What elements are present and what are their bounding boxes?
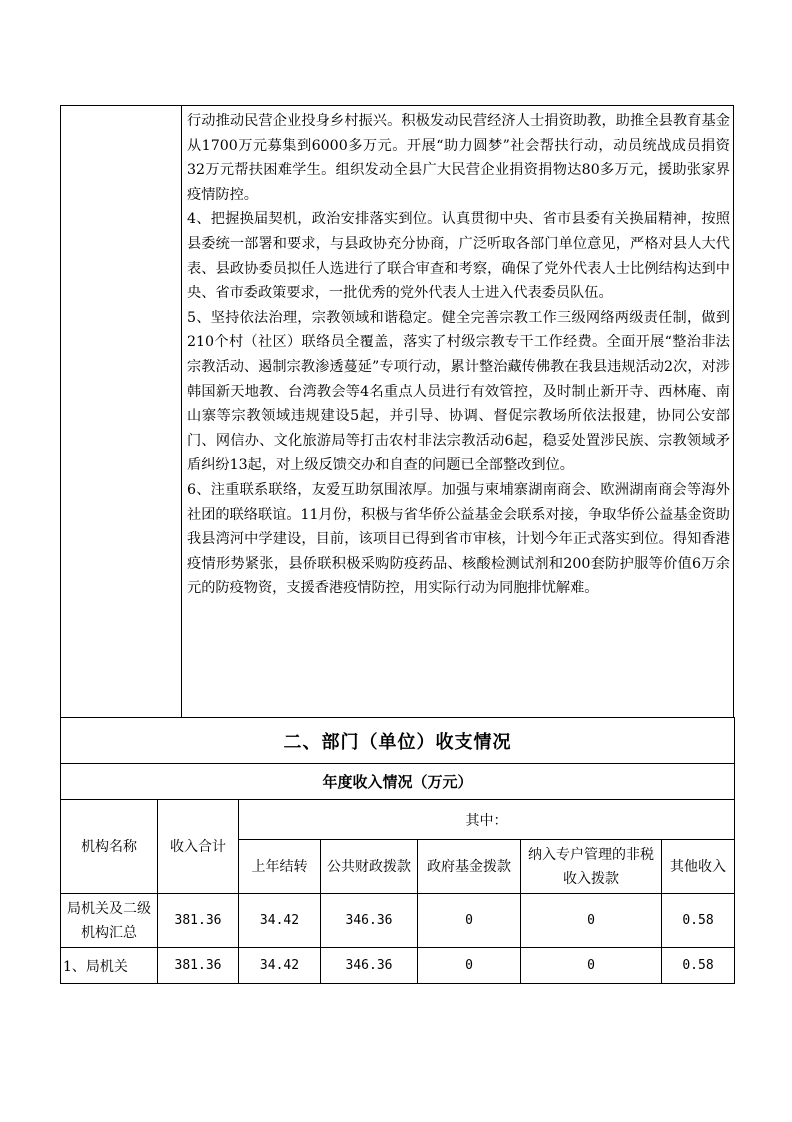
cell-special-account: 0 xyxy=(521,948,662,984)
header-total: 收入合计 xyxy=(158,800,239,894)
header-org-name: 机构名称 xyxy=(61,800,158,894)
paragraph: 行动推动民营企业投身乡村振兴。积极发动民营经济人士捐资助教，助推全县教育基金从1700万元募集到6000多万元。开展“助力圆梦”社会帮扶行动，动员统战成员捐资32万元帮扶困难学生。组织发动全县广大民营企业捐资捐物达80多万元，援助张家界疫情防控。 xyxy=(187,113,730,203)
cell-gov-fund: 0 xyxy=(418,894,521,948)
cell-total: 381.36 xyxy=(158,894,239,948)
cell-fiscal: 346.36 xyxy=(321,948,418,984)
cell-org-name: 局机关及二级机构汇总 xyxy=(61,894,158,948)
section-title: 二、部门（单位）收支情况 xyxy=(61,718,735,764)
table-row xyxy=(61,948,735,984)
cell-gov-fund: 0 xyxy=(418,948,521,984)
cell-fiscal: 346.36 xyxy=(321,894,418,948)
paragraph: 6、注重联系联络，友爱互助氛围浓厚。加强与柬埔寨湖南商会、欧洲湖南商会等海外社团的联络联谊。11月份，积极与省华侨公益基金会联系对接，争取华侨公益基金资助我县湾河中学建设，目前，该项目已得到省市审核，计划今年正式落实到位。得知香港疫情形势紧张，县侨联积极采购防疫药品、核酸检测试剂和200套防护服等价值6万余元的防疫物资，支援香港疫情防控，用实际行动为同胞排忧解难。 xyxy=(187,481,730,597)
header-of-which: 其中： xyxy=(239,800,735,840)
cell-other: 0.58 xyxy=(662,948,735,984)
paragraph: 5、坚持依法治理，宗教领域和谐稳定。健全完善宗教工作三级网络两级责任制，做到210个村（社区）联络员全覆盖，落实了村级宗教专干工作经费。全面开展“整治非法宗教活动、遏制宗教渗透蔓延”专项行动，累计整治藏传佛教在我县违规活动2次，对涉韩国新天地教、台湾教会等4名重点人员进行有效管控，及时制止新开寺、西林庵、南山寨等宗教领域违规建设5起，并引导、协调、督促宗教场所依法报建，协同公安部门、网信办、文化旅游局等打击农村非法宗教活动6起，稳妥处置涉民族、宗教领域矛盾纠纷13起，对上级反馈交办和自查的问题已全部整改到位。 xyxy=(187,309,730,474)
table-row xyxy=(61,894,735,948)
header-fiscal: 公共财政拨款 xyxy=(321,840,418,894)
body-text xyxy=(187,109,730,601)
header-special-account: 纳入专户管理的非税收入拨款 xyxy=(521,840,662,894)
header-other: 其他收入 xyxy=(662,840,735,894)
header-gov-fund: 政府基金拨款 xyxy=(418,840,521,894)
cell-other: 0.58 xyxy=(662,894,735,948)
empty-label-column xyxy=(61,106,182,717)
paragraph: 4、把握换届契机，政治安排落实到位。认真贯彻中央、省市县委有关换届精神，按照县委统一部署和要求，与县政协充分协商，广泛听取各部门单位意见，严格对县人大代表、县政协委员拟任人选进行了联合审查和考察，确保了党外代表人士比例结构达到中央、省市委政策要求，一批优秀的党外代表人士进入代表委员队伍。 xyxy=(187,211,730,302)
cell-carryover: 34.42 xyxy=(239,948,321,984)
cell-special-account: 0 xyxy=(521,894,662,948)
continuation-cell xyxy=(60,105,734,718)
table-caption: 年度收入情况（万元） xyxy=(61,764,735,800)
income-table xyxy=(60,717,735,984)
header-carryover: 上年结转 xyxy=(239,840,321,894)
cell-total: 381.36 xyxy=(158,948,239,984)
cell-org-name: 1、局机关 xyxy=(61,948,158,984)
cell-carryover: 34.42 xyxy=(239,894,321,948)
